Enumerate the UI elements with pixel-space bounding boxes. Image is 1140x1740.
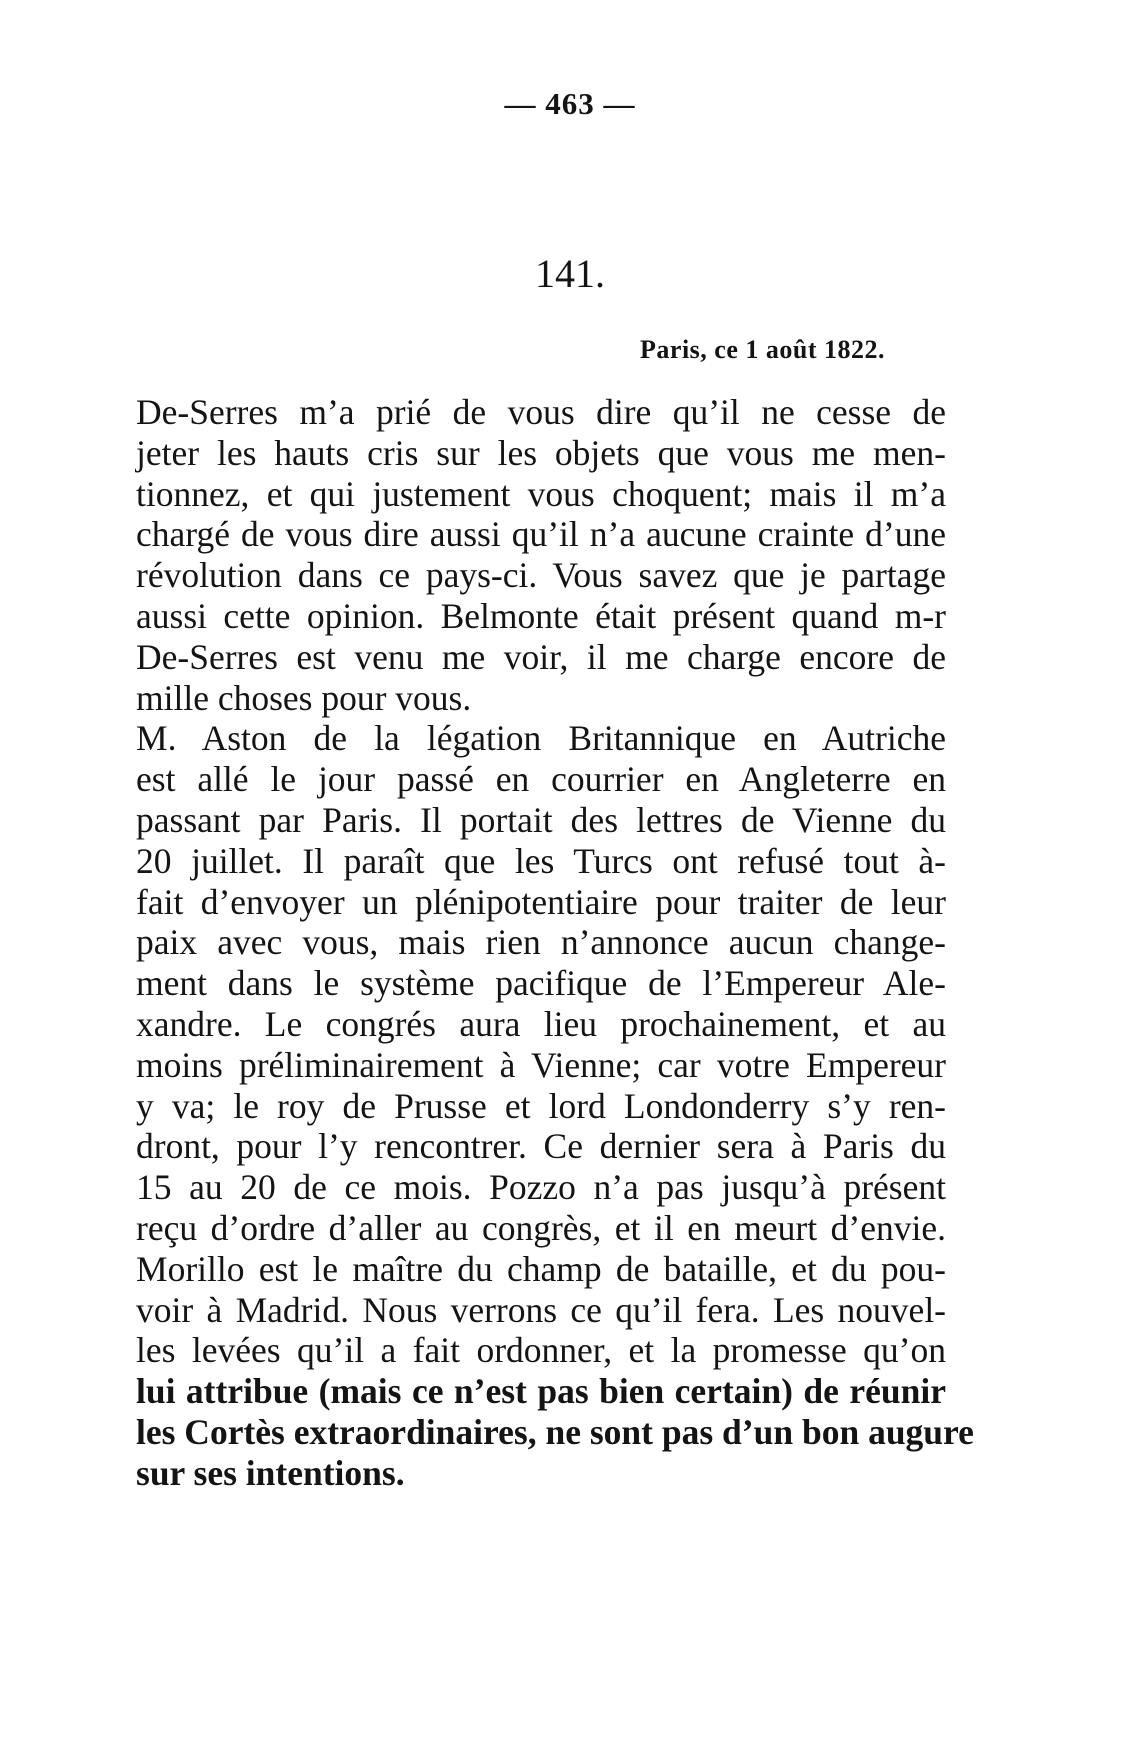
page-number: — 463 — [504, 86, 636, 121]
text-line: passant par Paris. Il portait des lettres de Vienne du [136, 799, 946, 840]
text-line: les levées qu’il a fait ordonner, et la promesse qu’on [136, 1330, 946, 1371]
text-line: est allé le jour passé en courrier en Angleterre en [136, 759, 946, 800]
text-line: y va; le roy de Prusse et lord Londonderry s’y ren- [136, 1085, 946, 1126]
text-line: tionnez, et qui justement vous choquent; mais il m’a [136, 473, 946, 514]
paragraph-2 [84, 718, 974, 1493]
text-line: jeter les hauts cris sur les objets que vous me men- [136, 432, 946, 473]
text-line: sur ses intentions. [136, 1452, 405, 1493]
text-line: moins préliminairement à Vienne; car votre Empereur [136, 1044, 946, 1085]
text-line: chargé de vous dire aussi qu’il n’a aucune crainte d’une [136, 514, 946, 555]
text-line: fait d’envoyer un plénipotentiaire pour traiter de leur [136, 881, 946, 922]
text-line: révolution dans ce pays-ci. Vous savez que je partage [136, 555, 946, 596]
text-line: reçu d’ordre d’aller au congrès, et il en meurt d’envie. [136, 1207, 946, 1248]
paragraph-1 [84, 392, 946, 718]
text-line: voir à Madrid. Nous verrons ce qu’il fera. Les nouvel- [136, 1289, 946, 1330]
text-line: 15 au 20 de ce mois. Pozzo n’a pas jusqu’à présent [136, 1167, 946, 1208]
text-line: Morillo est le maître du champ de bataille, et du pou- [136, 1248, 946, 1289]
letter-number: 141. [535, 251, 605, 296]
text-line: les Cortès extraordinaires, ne sont pas d’un bon augure [136, 1411, 974, 1452]
text-line: aussi cette opinion. Belmonte était présent quand m-r [136, 595, 946, 636]
text-line: lui attribue (mais ce n’est pas bien certain) de réunir [136, 1371, 946, 1412]
text-line: De-Serres est venu me voir, il me charge encore de [136, 636, 946, 677]
text-line: De-Serres m’a prié de vous dire qu’il ne cesse de [136, 392, 946, 432]
text-line: xandre. Le congrés aura lieu prochainement, et au [136, 1003, 946, 1044]
text-line: paix avec vous, mais rien n’annonce aucun change- [136, 922, 946, 963]
text-line: ment dans le système pacifique de l’Empereur Ale- [136, 963, 946, 1004]
text-line: 20 juillet. Il paraît que les Turcs ont refusé tout à- [136, 840, 946, 881]
letter-body [84, 392, 974, 1494]
text-line: mille choses pour vous. [136, 677, 472, 718]
text-line: dront, pour l’y rencontrer. Ce dernier sera à Paris du [136, 1126, 946, 1167]
text-line: M. Aston de la légation Britannique en Autriche [136, 718, 946, 759]
dateline: Paris, ce 1 août 1822. [640, 335, 885, 364]
